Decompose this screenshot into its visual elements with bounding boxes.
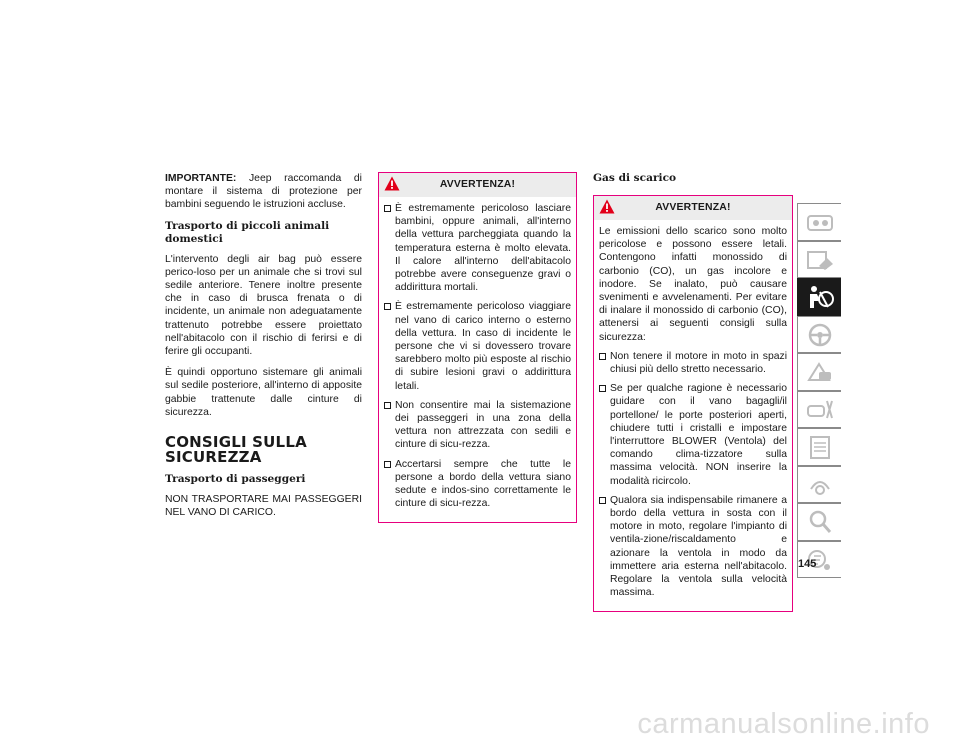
bullet-item	[384, 202, 571, 294]
multimedia-icon	[805, 471, 835, 499]
bullet-square-icon	[384, 205, 391, 212]
bullet-item	[599, 382, 787, 488]
search-icon	[805, 508, 835, 536]
specs-list-icon	[805, 433, 835, 461]
tab-specs[interactable]	[797, 428, 841, 466]
tab-service[interactable]	[797, 391, 841, 429]
bullet-square-icon	[384, 402, 391, 409]
warning-list-2	[599, 350, 787, 600]
bullet-text: È estremamente pericoloso lasciare bambini, oppure animali, all'interno della vettura parcheggiata quando la temperatura esterna è molto elevata. Il calore all'interno dell'abitacolo potrebbe avere conseguenze gravi o addirittura mortali.	[395, 203, 571, 294]
warning-body-1	[379, 197, 576, 522]
emergency-icon	[805, 358, 835, 386]
bullet-text: Non consentire mai la sistemazione dei passeggeri in una zona della vettura non attrezzata con sedili e cinture di sicu-rezza.	[395, 399, 571, 451]
important-label: IMPORTANTE:	[165, 173, 237, 184]
important-text: Jeep raccomanda di montare il sistema di protezione per bambini seguendo le istruzioni accluse.	[165, 173, 362, 211]
bullet-text: Accertarsi sempre che tutte le persone a bordo della vettura siano sedute e indos-sino correttamente le cinture di sicu-rezza.	[395, 458, 571, 510]
tab-vehicle-info[interactable]	[797, 241, 841, 279]
dashboard-icon	[805, 208, 835, 236]
pets-paragraph-1: L'intervento degli air bag può essere perico-loso per un animale che si trovi sul sedile anteriore. Tenere inoltre presente che in caso di brusca frenata o di incidente, un animale non adeguatamente trattenuto potrebbe essere proiettato nell'abitacolo con il rischio di ferirsi e di ferire gli occupanti.	[165, 253, 362, 358]
warning-triangle-icon	[384, 176, 400, 191]
left-column	[165, 172, 362, 527]
warning-triangle-icon	[599, 199, 615, 214]
steering-wheel-icon	[805, 321, 835, 349]
bullet-item	[599, 494, 787, 600]
section-title-line-2: SICUREZZA	[165, 448, 262, 467]
bullet-item	[384, 300, 571, 392]
tab-dashboard[interactable]	[797, 203, 841, 241]
page-number: 145	[798, 558, 817, 570]
safety-airbag-icon	[805, 283, 835, 311]
warning-body-2	[594, 220, 792, 611]
bullet-text: Non tenere il motore in moto in spazi chiusi più dello stretto necessario.	[610, 350, 787, 376]
passengers-text: NON TRASPORTARE MAI PASSEGGERI NEL VANO DI CARICO.	[165, 494, 362, 519]
chapter-tabs	[797, 203, 841, 578]
warning-title-1: AVVERTENZA!	[439, 179, 516, 190]
right-column	[593, 172, 793, 612]
bullet-text: È estremamente pericoloso viaggiare nel vano di carico interno o esterno della vettura. In caso di incidente le persone che vi si dovessero trovare sarebbero molto più esposte al rischio di subire lesioni gravi o addirittura letali.	[395, 301, 571, 392]
tab-search[interactable]	[797, 503, 841, 541]
section-title-line-1: CONSIGLI SULLA	[165, 433, 307, 452]
pets-heading: Trasporto di piccoli animali domestici	[165, 219, 330, 245]
tab-emergency[interactable]	[797, 353, 841, 391]
warning-header-1	[379, 173, 576, 197]
tab-multimedia[interactable]	[797, 466, 841, 504]
bullet-item	[384, 399, 571, 452]
service-icon	[805, 396, 835, 424]
bullet-text: Qualora sia indispensabile rimanere a bordo della vettura in sosta con il motore in moto, regolare l'impianto di ventila-zione/riscaldamento e azionare la ventola in modo da immettere aria esterna nell'abitacolo. Regolare la ventola sulla velocità massima.	[610, 494, 787, 599]
warning-box-2	[593, 195, 793, 612]
bullet-item	[599, 350, 787, 376]
bullet-square-icon	[384, 461, 391, 468]
watermark-text: carmanualsonline.info	[637, 708, 930, 740]
bullet-square-icon	[599, 385, 606, 392]
vehicle-info-icon	[805, 246, 835, 274]
exhaust-heading: Gas di scarico	[593, 172, 677, 184]
bullet-text: Se per qualche ragione è necessario guidare con il vano bagagli/il portellone/ le porte posteriori aperti, chiudere tutti i cristalli e impostare l'interruttore BLOWER (Ventola) del comando clima-tizzatore sulla massima velocità. NON inserire la modalità ricircolo.	[610, 383, 787, 487]
warning-intro-2: Le emissioni dello scarico sono molto pericolose e possono essere letali. Contengono infatti monossido di carbonio (CO), un gas incolore e inodore. Se inalato, può causare svenimenti e avvelenamenti. Per evitare di inalare il monossido di carbonio (CO), attenersi ai seguenti consigli sulla sicurezza:	[599, 226, 787, 343]
bullet-square-icon	[599, 353, 606, 360]
pets-paragraph-2: È quindi opportuno sistemare gli animali sul sedile posteriore, all'interno di apposite gabbie trattenute dalle cinture di sicurezza.	[165, 367, 362, 418]
warning-box-1	[378, 172, 577, 523]
bullet-item	[384, 458, 571, 511]
warning-list-1	[384, 202, 571, 510]
warning-header-2	[594, 196, 792, 220]
tab-driving[interactable]	[797, 316, 841, 354]
section-title	[165, 435, 362, 465]
passengers-heading: Trasporto di passeggeri	[165, 473, 306, 486]
important-note	[165, 172, 362, 212]
bullet-square-icon	[599, 497, 606, 504]
warning-title-2: AVVERTENZA!	[655, 202, 731, 213]
tab-safety[interactable]	[797, 278, 841, 316]
bullet-square-icon	[384, 303, 391, 310]
middle-column	[378, 172, 577, 523]
